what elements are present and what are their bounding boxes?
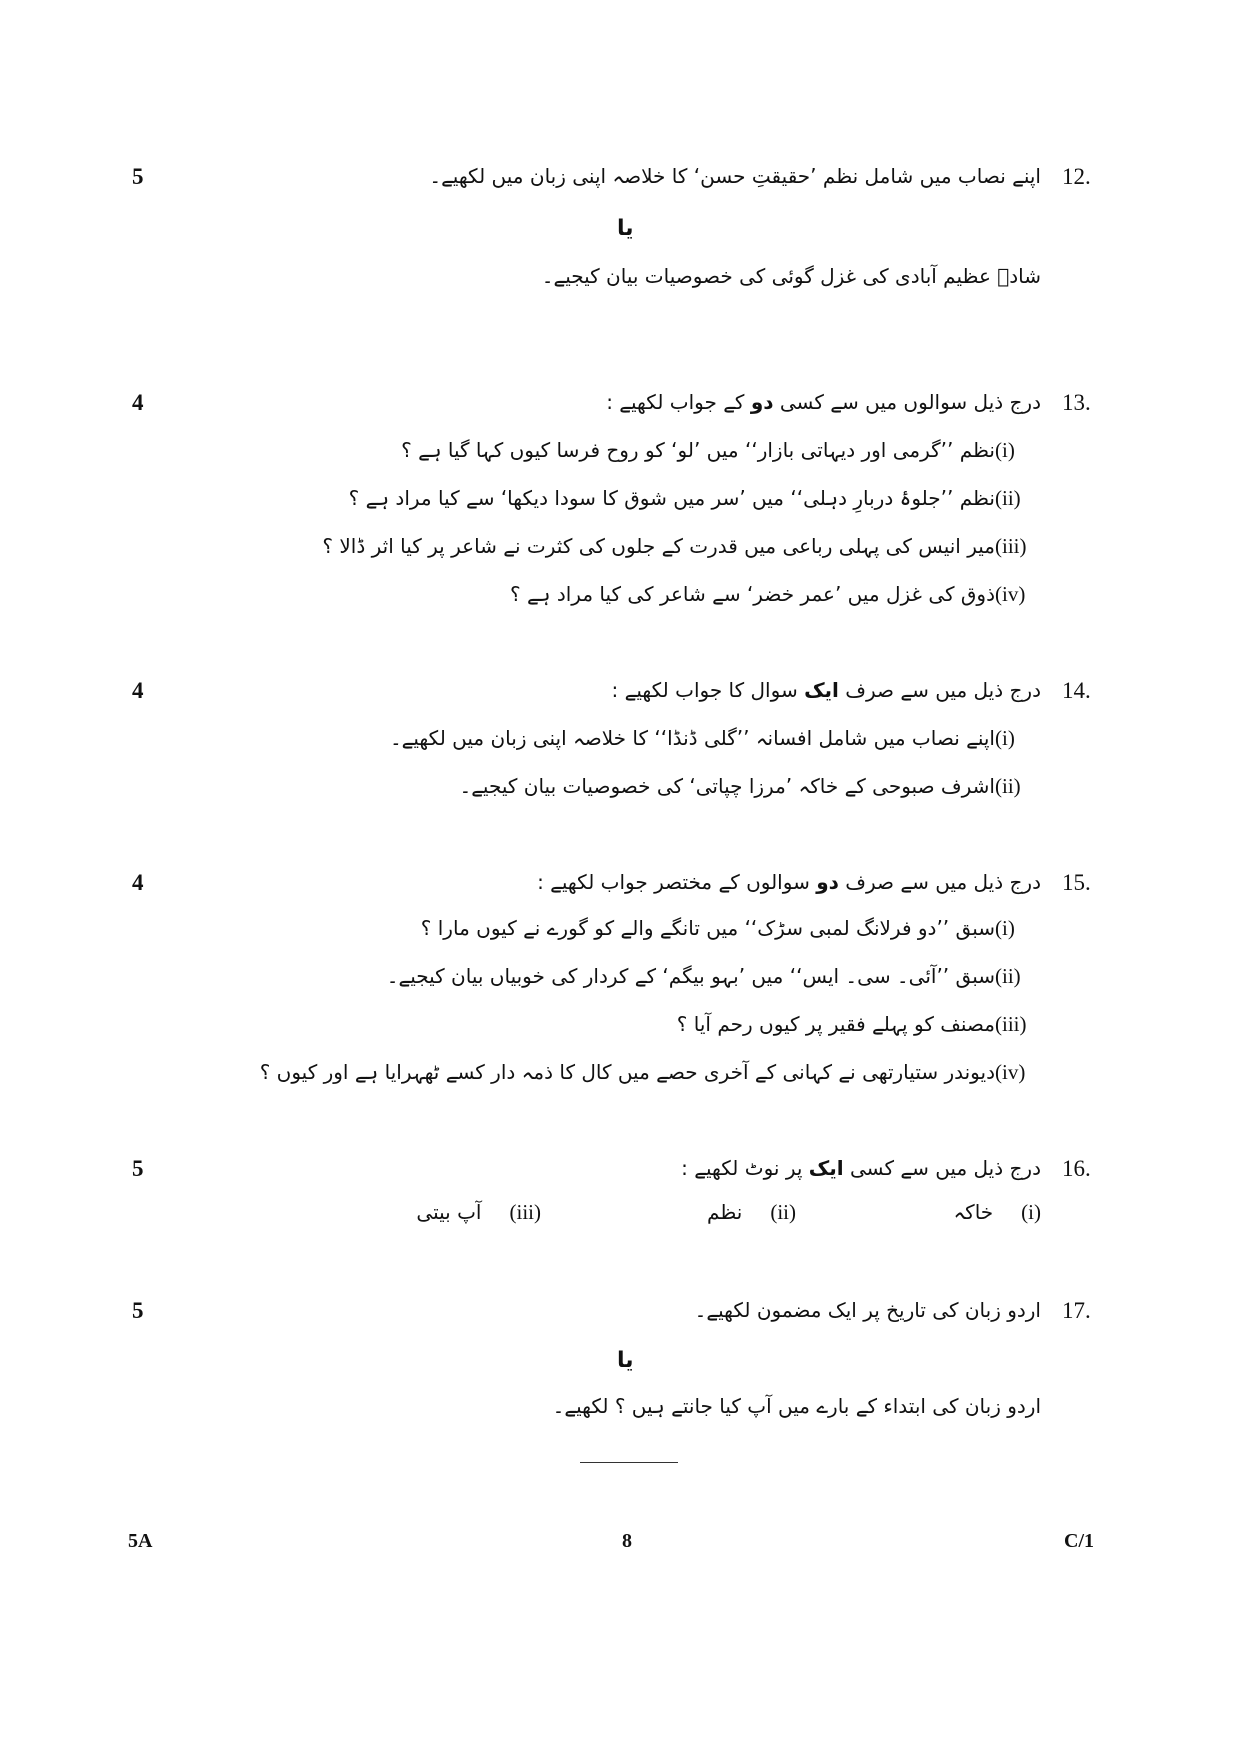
sub-text: نظم ’’جلوۂ دربارِ دہلی‘‘ میں ’سر میں شوق کا سودا دیکھا‘ سے کیا مراد ہے ؟ xyxy=(348,486,995,510)
sub-text: میر انیس کی پہلی رباعی میں قدرت کے جلوں کی کثرت نے شاعر پر کیا اثر ڈالا ؟ xyxy=(322,534,995,558)
question-number: 17. xyxy=(1062,1298,1091,1323)
text-part: درج ذیل سوالوں میں سے کسی xyxy=(773,390,1041,414)
sub-text: سبق ’’آئی۔ سی۔ ایس‘‘ میں ’بہو بیگم‘ کے کردار کی خوبیاں بیان کیجیے۔ xyxy=(386,964,995,988)
sub-question xyxy=(260,1058,1041,1086)
sub-number: (ii) xyxy=(995,964,1021,988)
sub-question xyxy=(401,436,1041,464)
sub-number: (i) xyxy=(995,438,1015,462)
emphasis: دو xyxy=(750,390,774,414)
emphasis: دو xyxy=(816,870,839,894)
emphasis: ایک xyxy=(804,678,839,702)
sub-question xyxy=(421,914,1041,942)
text-part: درج ذیل میں سے کسی xyxy=(843,1156,1041,1180)
text-part: کے جواب لکھیے : xyxy=(606,390,751,414)
end-rule xyxy=(580,1462,678,1463)
question-text: اردو زبان کی تاریخ پر ایک مضمون لکھیے۔ xyxy=(694,1298,1041,1322)
text-part: سوالوں کے مختصر جواب لکھیے : xyxy=(537,870,817,894)
note-option xyxy=(416,1200,541,1225)
question-text xyxy=(681,1154,1041,1182)
question-text: اپنے نصاب میں شامل نظم ’حقیقتِ حسن‘ کا خلاصہ اپنی زبان میں لکھیے۔ xyxy=(429,164,1041,188)
sub-text: مصنف کو پہلے فقیر پر کیوں رحم آیا ؟ xyxy=(676,1012,995,1036)
sub-number: (i) xyxy=(995,726,1015,750)
sub-question xyxy=(510,580,1041,608)
sub-question xyxy=(677,1010,1041,1038)
sub-text: ذوق کی غزل میں ’عمر خضر‘ سے شاعر کی کیا مراد ہے ؟ xyxy=(510,582,995,606)
question-marks: 4 xyxy=(132,390,144,415)
sub-text: نظم ’’گرمی اور دیہاتی بازار‘‘ میں ’لو‘ کو روح فرسا کیوں کہا گیا ہے ؟ xyxy=(401,438,995,462)
sub-number: (i) xyxy=(995,916,1015,940)
sub-text: اپنے نصاب میں شامل افسانہ ’’گلی ڈنڈا‘‘ کا خلاصہ اپنی زبان میں لکھیے۔ xyxy=(389,726,995,750)
sub-question xyxy=(387,962,1041,990)
question-marks: 5 xyxy=(132,1156,144,1181)
question-marks: 5 xyxy=(132,1298,144,1323)
question-number: 16. xyxy=(1062,1156,1091,1181)
page-number: 8 xyxy=(622,1530,632,1552)
sub-question xyxy=(349,484,1041,512)
question-marks: 4 xyxy=(132,870,144,895)
footer-set: C/1 xyxy=(1064,1530,1094,1552)
sub-number: (i) xyxy=(1021,1200,1041,1224)
note-option xyxy=(953,1200,1041,1225)
question-marks: 5 xyxy=(132,164,144,189)
text-part: پر نوٹ لکھیے : xyxy=(681,1156,809,1180)
sub-question xyxy=(459,772,1041,800)
question-text xyxy=(537,868,1041,896)
sub-question xyxy=(390,724,1041,752)
sub-number: (iii) xyxy=(995,534,1027,558)
sub-number: (iii) xyxy=(509,1200,541,1224)
sub-number: (ii) xyxy=(995,774,1021,798)
sub-number: (iii) xyxy=(995,1012,1027,1036)
sub-number: (iv) xyxy=(995,1060,1026,1084)
or-label: یا xyxy=(617,216,634,241)
question-marks: 4 xyxy=(132,678,144,703)
text-part: درج ذیل میں سے صرف xyxy=(838,870,1041,894)
sub-text: آپ بیتی xyxy=(416,1200,482,1224)
note-option xyxy=(707,1200,796,1225)
sub-number: (ii) xyxy=(770,1200,796,1224)
or-label: یا xyxy=(617,1348,634,1373)
footer-code: 5A xyxy=(128,1530,153,1552)
question-number: 15. xyxy=(1062,870,1091,895)
sub-text: نظم xyxy=(707,1200,743,1224)
alternate-question-text: شادؔ عظیم آبادی کی غزل گوئی کی خصوصیات بیان کیجیے۔ xyxy=(541,264,1041,288)
text-part: درج ذیل میں سے صرف xyxy=(838,678,1041,702)
question-text xyxy=(612,676,1041,704)
sub-number: (iv) xyxy=(995,582,1026,606)
question-text xyxy=(606,388,1041,416)
sub-question xyxy=(322,532,1041,560)
sub-text: خاکہ xyxy=(953,1200,994,1224)
question-number: 14. xyxy=(1062,678,1091,703)
text-part: سوال کا جواب لکھیے : xyxy=(611,678,805,702)
emphasis: ایک xyxy=(808,1156,844,1180)
question-number: 12. xyxy=(1062,164,1091,189)
sub-number: (ii) xyxy=(995,486,1021,510)
sub-text: سبق ’’دو فرلانگ لمبی سڑک‘‘ میں تانگے والے کو گورے نے کیوں مارا ؟ xyxy=(420,916,995,940)
sub-text: اشرف صبوحی کے خاکہ ’مرزا چپاتی‘ کی خصوصیات بیان کیجیے۔ xyxy=(459,774,995,798)
question-number: 13. xyxy=(1062,390,1091,415)
alternate-question-text: اردو زبان کی ابتداء کے بارے میں آپ کیا جانتے ہیں ؟ لکھیے۔ xyxy=(552,1394,1041,1418)
sub-text: دیوندر ستیارتھی نے کہانی کے آخری حصے میں کال کا ذمہ دار کسے ٹھہرایا ہے اور کیوں ؟ xyxy=(259,1060,995,1084)
